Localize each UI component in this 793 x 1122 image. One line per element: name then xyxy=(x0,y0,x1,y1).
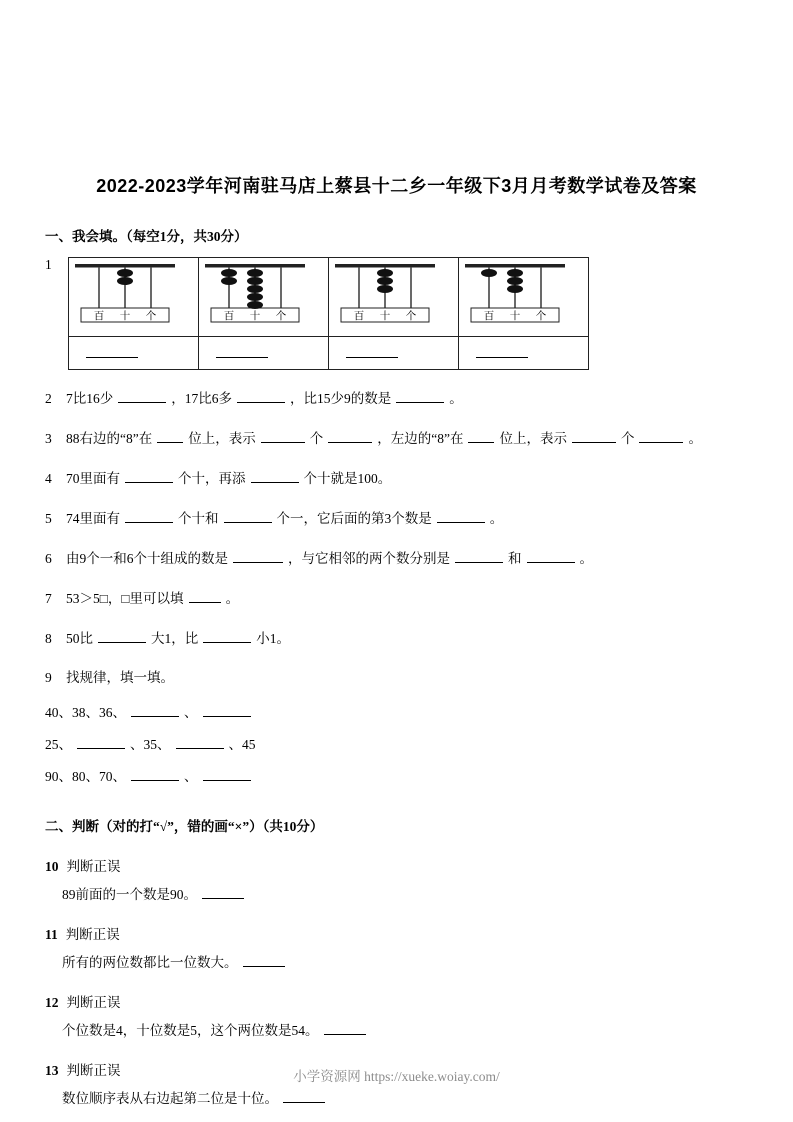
question-number: 6 xyxy=(45,550,52,566)
judge-label: 判断正误 xyxy=(66,859,121,875)
judge-statement xyxy=(45,951,748,971)
abacus-figure xyxy=(463,261,584,329)
answer-blank xyxy=(455,550,503,563)
question-number: 9 xyxy=(45,670,52,686)
judge-label: 判断正误 xyxy=(66,995,121,1011)
abacus-cell xyxy=(199,258,329,337)
answer-blank xyxy=(125,470,173,483)
answer-blank xyxy=(203,630,251,643)
judge-statement xyxy=(45,1087,748,1107)
answer-blank xyxy=(224,510,272,523)
question-text: 找规律，填一填。 xyxy=(66,670,174,686)
abacus-cell xyxy=(329,258,459,337)
answer-blank xyxy=(572,430,616,443)
question-content xyxy=(66,429,748,450)
question-content xyxy=(66,389,748,410)
question-number: 4 xyxy=(45,470,52,486)
judge-question-12 xyxy=(45,991,748,1039)
question-number: 12 xyxy=(45,995,59,1011)
question-text: 数位顺序表从右边起第二位是十位。 xyxy=(62,1091,278,1107)
abacus-figure xyxy=(73,261,194,329)
section-fill xyxy=(45,225,748,785)
question-content xyxy=(66,509,748,530)
answer-blank xyxy=(216,345,268,358)
question-number: 5 xyxy=(45,510,52,526)
question-number: 2 xyxy=(45,391,52,406)
question-text: 、 xyxy=(184,769,198,785)
question-number: 10 xyxy=(45,859,59,875)
judge-statement xyxy=(45,1019,748,1039)
answer-blank xyxy=(251,470,299,483)
pattern-line xyxy=(45,765,748,785)
question-text: 。 xyxy=(225,590,240,606)
question-number: 8 xyxy=(45,630,52,646)
answer-blank xyxy=(324,1022,366,1035)
answer-blank xyxy=(527,550,575,563)
answer-blank xyxy=(639,430,683,443)
pattern-line xyxy=(45,701,748,721)
abacus-row xyxy=(69,258,589,337)
section2-heading: 二、判断（对的打“√”，错的画“×”）（共10分） xyxy=(45,819,324,835)
judge-statement xyxy=(45,883,748,903)
question-text: 50比 xyxy=(66,630,93,646)
question-content xyxy=(66,589,748,610)
question-text: 大1，比 xyxy=(151,630,199,646)
question-text: ，比15少9的数是 xyxy=(290,391,392,406)
question-content xyxy=(66,469,748,490)
question-text: 。 xyxy=(688,430,702,446)
question-text: 40、38、36、 xyxy=(45,705,126,721)
answer-blank xyxy=(261,430,305,443)
question-text: 7比16少 xyxy=(66,391,114,406)
svg-text:十: 十 xyxy=(249,311,261,322)
judge-label: 判断正误 xyxy=(66,1063,121,1079)
question-text: 25、 xyxy=(45,737,72,753)
answer-blank xyxy=(396,390,444,403)
answer-blank xyxy=(243,954,285,967)
fill-question-9 xyxy=(45,668,748,689)
answer-blank xyxy=(86,345,138,358)
question-text: 小1。 xyxy=(256,630,290,646)
question-text: 个一，它后面的第3个数是 xyxy=(276,510,432,526)
judge-question-10 xyxy=(45,855,748,903)
fill-question-8 xyxy=(45,629,748,650)
judge-question-head xyxy=(45,855,748,875)
question-text: 由9个一和6个十组成的数是 xyxy=(66,550,228,566)
fill-question-4 xyxy=(45,469,748,490)
svg-text:个: 个 xyxy=(405,311,417,322)
question-text: ，与它相邻的两个数分别是 xyxy=(288,550,450,566)
abacus-table xyxy=(68,257,589,370)
answer-blank xyxy=(476,345,528,358)
answer-row xyxy=(69,337,589,370)
abacus-cell xyxy=(459,258,589,337)
answer-blank xyxy=(203,768,251,781)
fill-questions xyxy=(45,389,748,785)
svg-text:个: 个 xyxy=(535,311,547,322)
question-1 xyxy=(45,257,748,370)
section-judge xyxy=(45,815,748,1107)
question-text: 53＞5□，□里可以填 xyxy=(66,590,184,606)
question-text: 、 xyxy=(184,705,198,721)
answer-cell xyxy=(459,337,589,370)
answer-cell xyxy=(69,337,199,370)
answer-blank xyxy=(157,430,183,443)
question-text: 个十，再添 xyxy=(178,470,246,486)
fill-question-6 xyxy=(45,549,748,570)
answer-blank xyxy=(468,430,494,443)
svg-text:个: 个 xyxy=(275,311,287,322)
answer-blank xyxy=(202,886,244,899)
question-number: 13 xyxy=(45,1063,59,1079)
fill-question-3 xyxy=(45,429,748,450)
question-content xyxy=(66,549,748,570)
page-footer xyxy=(0,1065,793,1085)
question-text: ，17比6多 xyxy=(171,391,232,406)
answer-blank xyxy=(131,704,179,717)
section1-heading: 一、我会填。（每空1分，共30分） xyxy=(45,229,248,244)
fill-question-7 xyxy=(45,589,748,610)
answer-cell xyxy=(329,337,459,370)
question-text: 。 xyxy=(579,550,593,566)
answer-blank xyxy=(346,345,398,358)
judge-question-head xyxy=(45,923,748,943)
answer-blank xyxy=(328,430,372,443)
page-title: 2022-2023学年河南驻马店上蔡县十二乡一年级下3月月考数学试卷及答案 xyxy=(96,176,697,196)
question-number: 11 xyxy=(45,927,58,943)
question-number: 3 xyxy=(45,430,52,446)
pattern-line xyxy=(45,733,748,753)
question-text: 位上，表示 xyxy=(499,430,567,446)
question-text: 、35、 xyxy=(130,737,171,753)
question-text: 个十就是100。 xyxy=(303,470,392,486)
question-text: 。 xyxy=(449,391,463,406)
judge-question-11 xyxy=(45,923,748,971)
fill-question-5 xyxy=(45,509,748,530)
footer-link[interactable]: 小学资源网 https://xueke.woiay.com/ xyxy=(293,1069,500,1084)
question-text: 。 xyxy=(489,510,504,526)
answer-blank xyxy=(189,590,221,603)
abacus-figure xyxy=(333,261,454,329)
question-text: 个 xyxy=(620,430,635,446)
abacus-figure xyxy=(203,261,324,329)
svg-text:百: 百 xyxy=(483,311,495,322)
answer-cell xyxy=(199,337,329,370)
question-text: 个位数是4，十位数是5，这个两位数是54。 xyxy=(62,1023,319,1039)
question-text: 和 xyxy=(508,550,522,566)
answer-blank xyxy=(203,704,251,717)
fill-question-2 xyxy=(45,389,748,410)
answer-blank xyxy=(283,1090,325,1103)
answer-blank xyxy=(233,550,283,563)
answer-blank xyxy=(125,510,173,523)
question-text: 70里面有 xyxy=(66,470,120,486)
question-number: 7 xyxy=(45,590,52,606)
question-text: 所有的两位数都比一位数大。 xyxy=(62,955,238,971)
question-text: ，左边的“8”在 xyxy=(377,430,464,446)
question-content xyxy=(66,629,748,650)
svg-text:百: 百 xyxy=(93,311,105,322)
question-text: 89前面的一个数是90。 xyxy=(62,887,197,903)
answer-blank xyxy=(131,768,179,781)
question-content xyxy=(66,668,748,689)
svg-text:十: 十 xyxy=(119,311,131,322)
answer-blank xyxy=(118,390,166,403)
question-text: 个 xyxy=(309,430,324,446)
abacus-cell xyxy=(69,258,199,337)
question-number: 1 xyxy=(45,257,52,272)
question-text: 74里面有 xyxy=(66,510,120,526)
svg-text:十: 十 xyxy=(379,311,391,322)
svg-text:十: 十 xyxy=(509,311,521,322)
question-text: 位上，表示 xyxy=(188,430,256,446)
judge-label: 判断正误 xyxy=(65,927,120,943)
answer-blank xyxy=(237,390,285,403)
question-text: 88右边的“8”在 xyxy=(66,430,153,446)
answer-blank xyxy=(437,510,485,523)
svg-text:百: 百 xyxy=(353,311,365,322)
question-text: 90、80、70、 xyxy=(45,769,126,785)
svg-text:个: 个 xyxy=(145,311,157,322)
answer-blank xyxy=(77,736,125,749)
answer-blank xyxy=(98,630,146,643)
judge-question-head xyxy=(45,991,748,1011)
question-text: 个十和 xyxy=(178,510,219,526)
question-text: 、45 xyxy=(228,737,256,753)
svg-text:百: 百 xyxy=(223,311,235,322)
answer-blank xyxy=(176,736,224,749)
